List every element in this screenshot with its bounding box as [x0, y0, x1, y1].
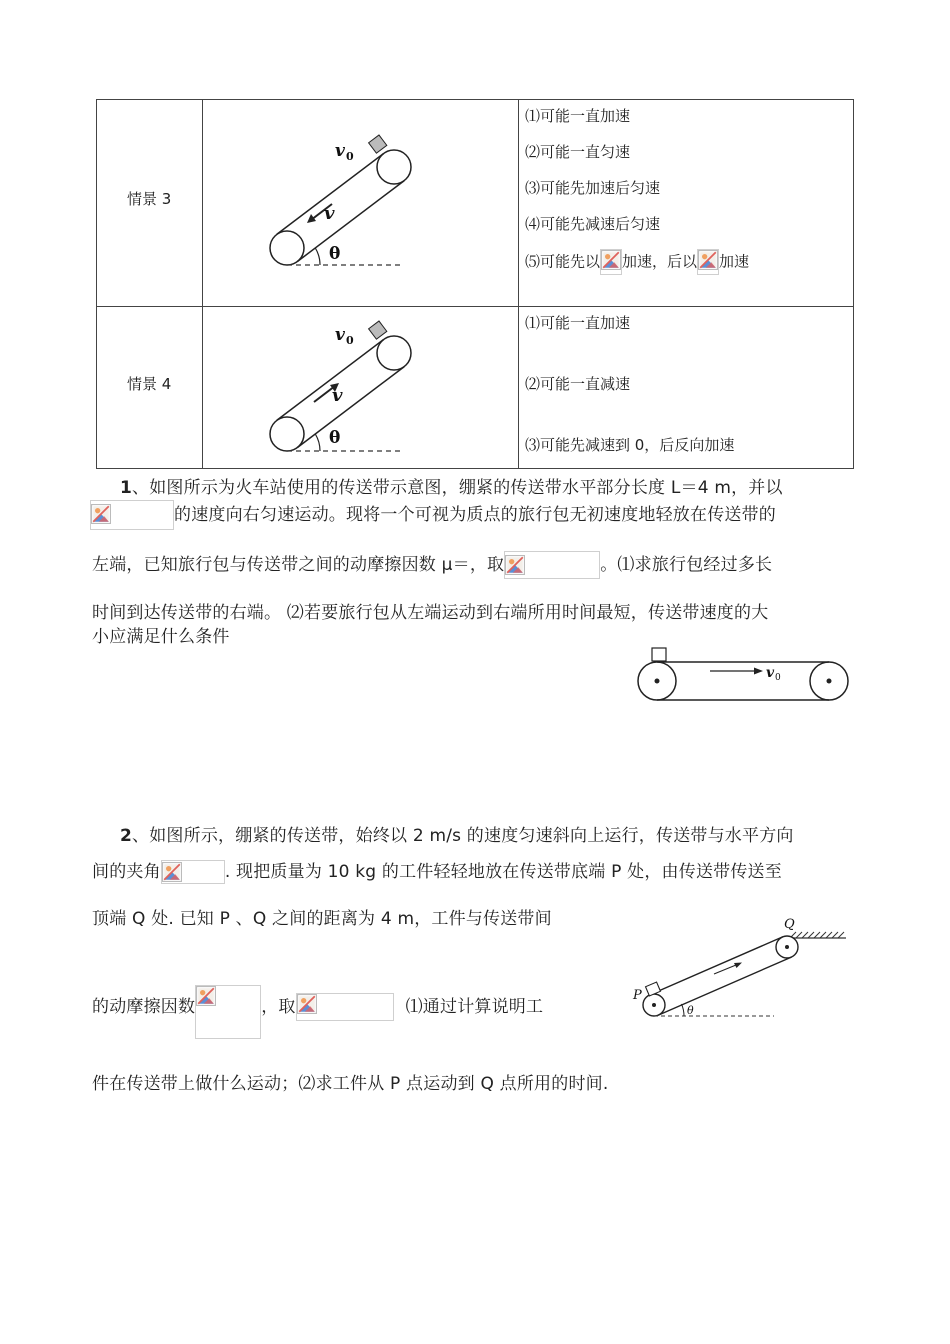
problem-1-line-1: 1、如图所示为火车站使用的传送带示意图，绷紧的传送带水平部分长度 L＝4 m，并以: [120, 478, 783, 498]
svg-text:θ: θ: [329, 244, 341, 264]
option-5-part-c: 加速: [719, 252, 750, 271]
column-divider-1: [202, 100, 203, 468]
problem-2-line-3: 顶端 Q 处. 已知 P 、Q 之间的距离为 4 m，工件与传送带间: [92, 909, 552, 929]
svg-text:θ: θ: [687, 1004, 694, 1017]
svg-text:Q: Q: [784, 917, 795, 932]
situation-3-option-2: ⑵可能一直匀速: [525, 143, 631, 161]
situation-3-option-4: ⑷可能先减速后匀速: [525, 215, 661, 233]
situation-4-option-1: ⑴可能一直加速: [525, 314, 631, 332]
option-5-part-b: 加速，后以: [622, 252, 698, 271]
problem-1-number: 1: [120, 478, 133, 498]
problem-1-line-4: 时间到达传送带的右端。 ⑵若要旅行包从左端运动到右端所用时间最短，传送带速度的大: [92, 603, 769, 623]
svg-text:θ: θ: [329, 428, 341, 448]
svg-text:0: 0: [775, 673, 781, 683]
svg-text:v: v: [332, 385, 343, 406]
broken-image-icon: [504, 551, 600, 579]
horizontal-belt-diagram: [632, 642, 854, 706]
broken-image-icon: [697, 249, 719, 275]
situation-4-option-2: ⑵可能一直减速: [525, 375, 631, 393]
situation-3-option-5: [525, 249, 749, 275]
broken-image-icon: [600, 249, 622, 275]
problem-2-line-4: 的动摩擦因数 ，取 ⑴通过计算说明工: [92, 992, 543, 1039]
column-divider-2: [518, 100, 519, 468]
situation-3-option-1: ⑴可能一直加速: [525, 107, 631, 125]
situation-4-label: 情景 4: [127, 375, 172, 393]
problem-2-line-5: 件在传送带上做什么运动；⑵求工件从 P 点运动到 Q 点所用的时间.: [92, 1074, 609, 1094]
broken-image-icon: [161, 860, 225, 884]
situation-4-option-3: ⑶可能先减速到 0，后反向加速: [525, 436, 735, 454]
svg-text:v: v: [766, 665, 775, 681]
row-divider: [97, 306, 853, 307]
broken-image-icon: [90, 500, 174, 530]
broken-image-icon: [195, 985, 261, 1039]
svg-text:v: v: [324, 203, 335, 224]
svg-text:0: 0: [346, 334, 354, 347]
situation-3-label: 情景 3: [127, 190, 172, 208]
problem-1-line-2: 的速度向右匀速运动。现将一个可视为质点的旅行包无初速度地轻放在传送带的: [90, 500, 776, 530]
problem-1-line-3: 左端，已知旅行包与传送带之间的动摩擦因数 μ＝，取 。⑴求旅行包经过多长: [92, 550, 772, 579]
svg-text:v: v: [335, 325, 345, 345]
svg-text:v: v: [335, 141, 345, 161]
problem-2-line-2: 间的夹角 . 现把质量为 10 kg 的工件轻轻地放在传送带底端 P 处，由传送带传送至: [92, 862, 782, 882]
svg-text:P: P: [633, 988, 642, 1003]
situation-table: [96, 99, 854, 469]
broken-image-icon: [296, 993, 394, 1021]
situation-3-option-3: ⑶可能先加速后匀速: [525, 179, 661, 197]
problem-1-line-5: 小应满足什么条件: [92, 627, 230, 647]
problem-2-number: 2: [120, 826, 133, 846]
problem-2-line-1: 2、如图所示，绷紧的传送带，始终以 2 m/s 的速度匀速斜向上运行，传送带与水平方向: [120, 826, 794, 846]
situation-3-diagram: [257, 124, 417, 274]
svg-text:0: 0: [346, 150, 354, 163]
option-5-part-a: ⑸可能先以: [525, 252, 601, 271]
situation-4-diagram: [257, 310, 417, 460]
inclined-belt-diagram: [628, 910, 850, 1025]
